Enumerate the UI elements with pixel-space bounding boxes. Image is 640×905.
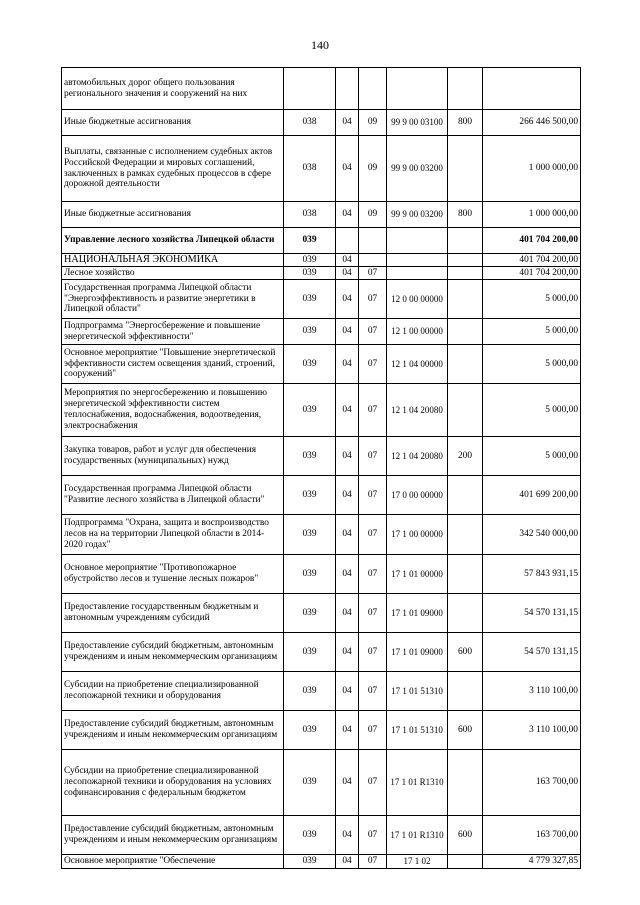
cell-expense-type [448,254,483,267]
cell-target-article: 12 0 00 00000 [387,280,448,319]
table-row [62,384,581,437]
cell-amount: 54 570 131,15 [483,594,581,633]
cell-amount: 3 110 100,00 [483,672,581,711]
cell-ministry-code: 039 [284,254,336,267]
cell-expense-type [448,594,483,633]
cell-name: Субсидии на приобретение специализированной лесопожарной техники и оборудования [62,672,284,711]
table-row [62,437,581,476]
cell-section-code: 04 [336,555,359,594]
cell-target-article [387,254,448,267]
cell-name: Основное мероприятие "Повышение энергетической эффективности систем освещения зданий, строений, сооружений" [62,345,284,384]
cell-expense-type [448,68,483,110]
cell-name: Мероприятия по энергосбережению и повышению энергетической эффективности систем теплоснабжения, водоснабжения, водоотведения, электроснабжения [62,384,284,437]
cell-target-article: 17 1 01 51310 [387,711,448,750]
cell-name: Предоставление государственным бюджетным и автономным учреждениям субсидий [62,594,284,633]
cell-subsection-code: 09 [359,136,387,202]
cell-amount: 401 704 200,00 [483,254,581,267]
table-row [62,711,581,750]
cell-target-article: 17 1 01 00000 [387,555,448,594]
cell-subsection-code: 07 [359,345,387,384]
cell-subsection-code: 07 [359,750,387,816]
cell-name: Лесное хозяйство [62,267,284,280]
cell-section-code: 04 [336,254,359,267]
table-row [62,254,581,267]
cell-ministry-code [284,68,336,110]
cell-subsection-code: 07 [359,555,387,594]
cell-section-code: 04 [336,267,359,280]
cell-name: Подпрограмма "Охрана, защита и воспроизводство лесов на на территории Липецкой области в 2014-2020 годах" [62,515,284,555]
cell-section-code: 04 [336,594,359,633]
cell-target-article: 12 1 04 20080 [387,384,448,437]
cell-target-article: 17 1 01 09000 [387,633,448,672]
table-row [62,136,581,202]
table-row [62,280,581,319]
cell-section-code: 04 [336,816,359,855]
cell-subsection-code: 07 [359,711,387,750]
cell-expense-type [448,855,483,869]
table-row [62,110,581,136]
cell-expense-type [448,476,483,515]
cell-amount [483,68,581,110]
cell-amount: 5 000,00 [483,280,581,319]
cell-name: Выплаты, связанные с исполнением судебных актов Российской Федерации и мировых соглашений, заключенных в рамках судебных процессов в сфере дорожной деятельности [62,136,284,202]
cell-section-code: 04 [336,711,359,750]
cell-name: Иные бюджетные ассигнования [62,110,284,136]
budget-allocation-table [61,67,581,869]
cell-name: Субсидии на приобретение специализированной лесопожарной техники и оборудования на условиях софинансирования с федеральным бюджетом [62,750,284,816]
cell-section-code: 04 [336,110,359,136]
cell-subsection-code: 07 [359,816,387,855]
cell-ministry-code: 039 [284,711,336,750]
cell-section-code: 04 [336,633,359,672]
cell-ministry-code: 039 [284,633,336,672]
cell-name: Подпрограмма "Энергосбережение и повышение энергетической эффективности" [62,319,284,345]
cell-ministry-code: 039 [284,594,336,633]
cell-target-article: 99 9 00 03200 [387,202,448,228]
cell-expense-type [448,555,483,594]
cell-section-code: 04 [336,136,359,202]
cell-subsection-code: 07 [359,280,387,319]
cell-section-code: 04 [336,750,359,816]
cell-target-article: 12 1 04 20080 [387,437,448,476]
cell-amount: 57 843 931,15 [483,555,581,594]
table-row [62,319,581,345]
cell-ministry-code: 039 [284,855,336,869]
cell-expense-type: 800 [448,110,483,136]
cell-section-code: 04 [336,672,359,711]
cell-amount: 163 700,00 [483,816,581,855]
cell-amount: 342 540 000,00 [483,515,581,555]
cell-expense-type [448,267,483,280]
cell-amount: 5 000,00 [483,437,581,476]
cell-target-article [387,68,448,110]
cell-amount: 1 000 000,00 [483,136,581,202]
cell-amount: 4 779 327,85 [483,855,581,869]
cell-expense-type [448,228,483,254]
cell-section-code: 04 [336,345,359,384]
cell-target-article [387,267,448,280]
cell-section-code [336,68,359,110]
cell-subsection-code: 07 [359,672,387,711]
cell-target-article: 17 1 01 R1310 [387,816,448,855]
table-row [62,228,581,254]
cell-name: Иные бюджетные ассигнования [62,202,284,228]
cell-target-article: 99 9 00 03200 [387,136,448,202]
cell-expense-type [448,672,483,711]
cell-name: Государственная программа Липецкой области "Энергоэффективность и развитие энергетики в Липецкой области" [62,280,284,319]
table-row [62,68,581,110]
cell-section-code: 04 [336,437,359,476]
cell-target-article: 17 1 01 51310 [387,672,448,711]
table-row [62,855,581,869]
page-number: 140 [311,38,329,52]
cell-subsection-code [359,228,387,254]
cell-expense-type: 600 [448,633,483,672]
cell-name: Предоставление субсидий бюджетным, автономным учреждениям и иным некоммерческим организациям [62,711,284,750]
cell-ministry-code: 039 [284,280,336,319]
cell-expense-type [448,750,483,816]
cell-expense-type [448,319,483,345]
cell-section-code: 04 [336,515,359,555]
cell-subsection-code: 07 [359,476,387,515]
cell-name: Основное мероприятие "Противопожарное обустройство лесов и тушение лесных пожаров" [62,555,284,594]
cell-ministry-code: 039 [284,555,336,594]
cell-name: НАЦИОНАЛЬНАЯ ЭКОНОМИКА [62,254,284,267]
cell-name: Основное мероприятие "Обеспечение [62,855,284,869]
cell-expense-type: 200 [448,437,483,476]
cell-target-article [387,228,448,254]
table-row [62,816,581,855]
cell-section-code [336,228,359,254]
cell-target-article: 17 0 00 00000 [387,476,448,515]
cell-target-article: 12 1 04 00000 [387,345,448,384]
cell-ministry-code: 039 [284,228,336,254]
cell-target-article: 17 1 02 [387,855,448,869]
cell-expense-type [448,384,483,437]
cell-ministry-code: 038 [284,136,336,202]
cell-expense-type [448,515,483,555]
table-row [62,345,581,384]
table-row [62,202,581,228]
cell-subsection-code: 07 [359,319,387,345]
cell-subsection-code: 07 [359,594,387,633]
cell-expense-type [448,136,483,202]
cell-ministry-code: 039 [284,319,336,345]
cell-ministry-code: 039 [284,750,336,816]
cell-section-code: 04 [336,476,359,515]
cell-name: Закупка товаров, работ и услуг для обеспечения государственных (муниципальных) нужд [62,437,284,476]
table-row [62,672,581,711]
cell-expense-type: 800 [448,202,483,228]
cell-ministry-code: 039 [284,816,336,855]
cell-subsection-code: 07 [359,267,387,280]
cell-name: Государственная программа Липецкой области "Развитие лесного хозяйства в Липецкой области" [62,476,284,515]
cell-target-article: 17 1 00 00000 [387,515,448,555]
cell-expense-type [448,345,483,384]
cell-target-article: 99 9 00 03100 [387,110,448,136]
cell-ministry-code: 038 [284,202,336,228]
cell-ministry-code: 039 [284,345,336,384]
cell-subsection-code: 09 [359,202,387,228]
cell-name: Предоставление субсидий бюджетным, автономным учреждениям и иным некоммерческим организациям [62,816,284,855]
cell-section-code: 04 [336,280,359,319]
cell-amount: 163 700,00 [483,750,581,816]
cell-amount: 5 000,00 [483,345,581,384]
cell-amount: 54 570 131,15 [483,633,581,672]
cell-target-article: 17 1 01 R1310 [387,750,448,816]
cell-ministry-code: 039 [284,672,336,711]
cell-subsection-code: 09 [359,110,387,136]
cell-target-article: 12 1 00 00000 [387,319,448,345]
cell-expense-type [448,280,483,319]
table-row [62,555,581,594]
cell-amount: 401 704 200,00 [483,267,581,280]
cell-ministry-code: 039 [284,437,336,476]
cell-amount: 266 446 500,00 [483,110,581,136]
cell-amount: 401 699 200,00 [483,476,581,515]
cell-subsection-code: 07 [359,633,387,672]
cell-subsection-code: 07 [359,437,387,476]
cell-ministry-code: 039 [284,476,336,515]
cell-amount: 401 704 200,00 [483,228,581,254]
cell-section-code: 04 [336,384,359,437]
cell-target-article: 17 1 01 09000 [387,594,448,633]
table-row [62,267,581,280]
cell-name: автомобильных дорог общего пользования регионального значения и сооружений на них [62,68,284,110]
cell-subsection-code: 07 [359,855,387,869]
cell-section-code: 04 [336,855,359,869]
table-row [62,750,581,816]
cell-name: Предоставление субсидий бюджетным, автономным учреждениям и иным некоммерческим организациям [62,633,284,672]
cell-subsection-code: 07 [359,515,387,555]
table-row [62,515,581,555]
cell-amount: 5 000,00 [483,319,581,345]
cell-amount: 3 110 100,00 [483,711,581,750]
table-row [62,594,581,633]
cell-ministry-code: 039 [284,267,336,280]
cell-section-code: 04 [336,202,359,228]
cell-ministry-code: 038 [284,110,336,136]
cell-ministry-code: 039 [284,384,336,437]
cell-amount: 1 000 000,00 [483,202,581,228]
table-row [62,476,581,515]
cell-ministry-code: 039 [284,515,336,555]
cell-section-code: 04 [336,319,359,345]
table-row [62,633,581,672]
cell-expense-type: 600 [448,816,483,855]
cell-subsection-code: 07 [359,384,387,437]
cell-subsection-code [359,68,387,110]
cell-amount: 5 000,00 [483,384,581,437]
cell-subsection-code [359,254,387,267]
cell-name: Управление лесного хозяйства Липецкой области [62,228,284,254]
cell-expense-type: 600 [448,711,483,750]
